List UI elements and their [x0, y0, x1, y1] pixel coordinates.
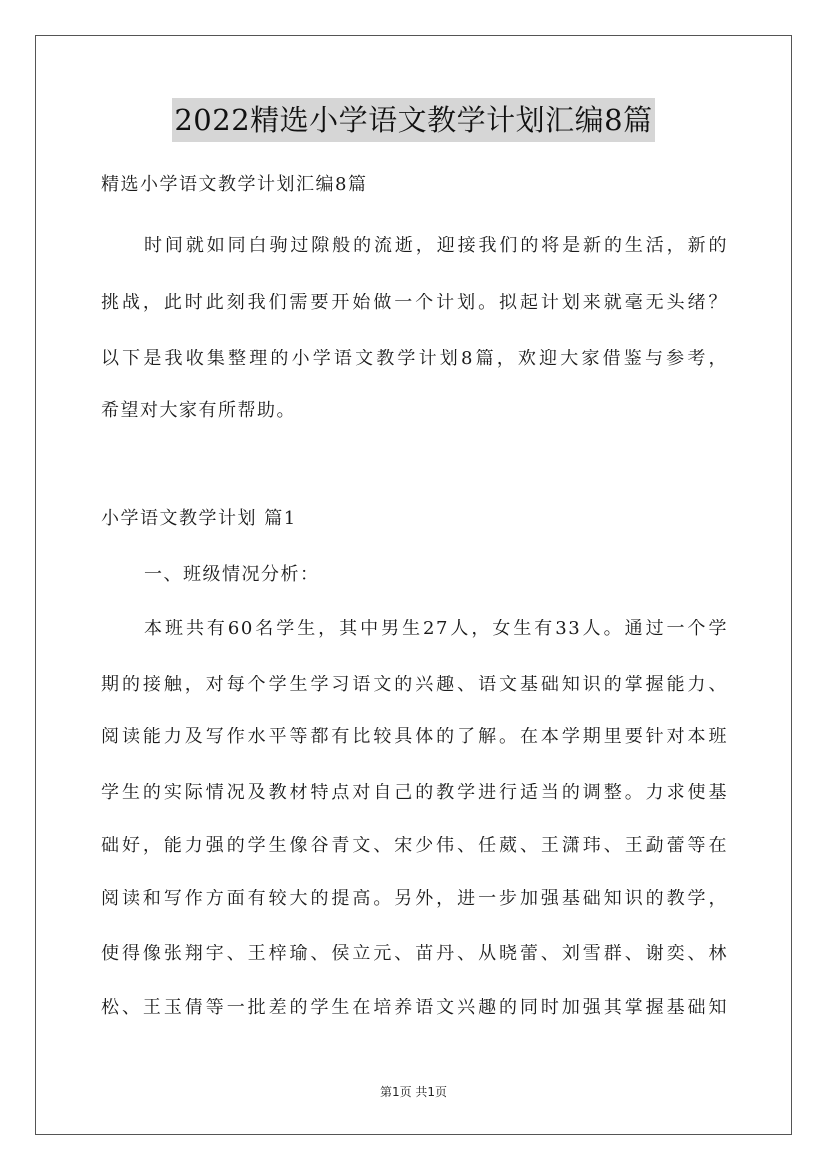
body-line: 阅读和写作方面有较大的提高。另外，进一步加强基础知识的教学， [101, 889, 728, 909]
body-line: 松、王玉倩等一批差的学生在培养语文兴趣的同时加强其掌握基础知 [101, 998, 728, 1018]
title-wrap [0, 98, 827, 142]
page-border [35, 35, 792, 1135]
body-line: 础好，能力强的学生像谷青文、宋少伟、任葳、王潇玮、王勐蕾等在 [101, 836, 728, 856]
intro-line: 希望对大家有所帮助。 [101, 400, 296, 421]
body-line: 阅读能力及写作水平等都有比较具体的了解。在本学期里要针对本班 [101, 727, 728, 747]
intro-line: 以下是我收集整理的小学语文教学计划8篇，欢迎大家借鉴与参考， [101, 349, 728, 369]
body-line: 使得像张翔宇、王梓瑜、侯立元、苗丹、从晓蕾、刘雪群、谢奕、林 [101, 944, 728, 964]
body-line: 学生的实际情况及教材特点对自己的教学进行适当的调整。力求使基 [101, 783, 728, 803]
body-line: 期的接触，对每个学生学习语文的兴趣、语文基础知识的掌握能力、 [101, 675, 728, 695]
intro-line: 挑战，此时此刻我们需要开始做一个计划。拟起计划来就毫无头绪？ [101, 293, 728, 313]
section-heading: 小学语文教学计划 篇1 [101, 508, 297, 529]
body-line: 本班共有60名学生，其中男生27人，女生有33人。通过一个学 [144, 619, 728, 639]
subtitle: 精选小学语文教学计划汇编8篇 [101, 174, 368, 195]
page-footer: 第1页 共1页 [379, 1085, 448, 1099]
document-title: 2022精选小学语文教学计划汇编8篇 [172, 98, 654, 142]
subsection-heading: 一、班级情况分析： [144, 564, 320, 585]
intro-line: 时间就如同白驹过隙般的流逝，迎接我们的将是新的生活，新的 [144, 236, 728, 256]
